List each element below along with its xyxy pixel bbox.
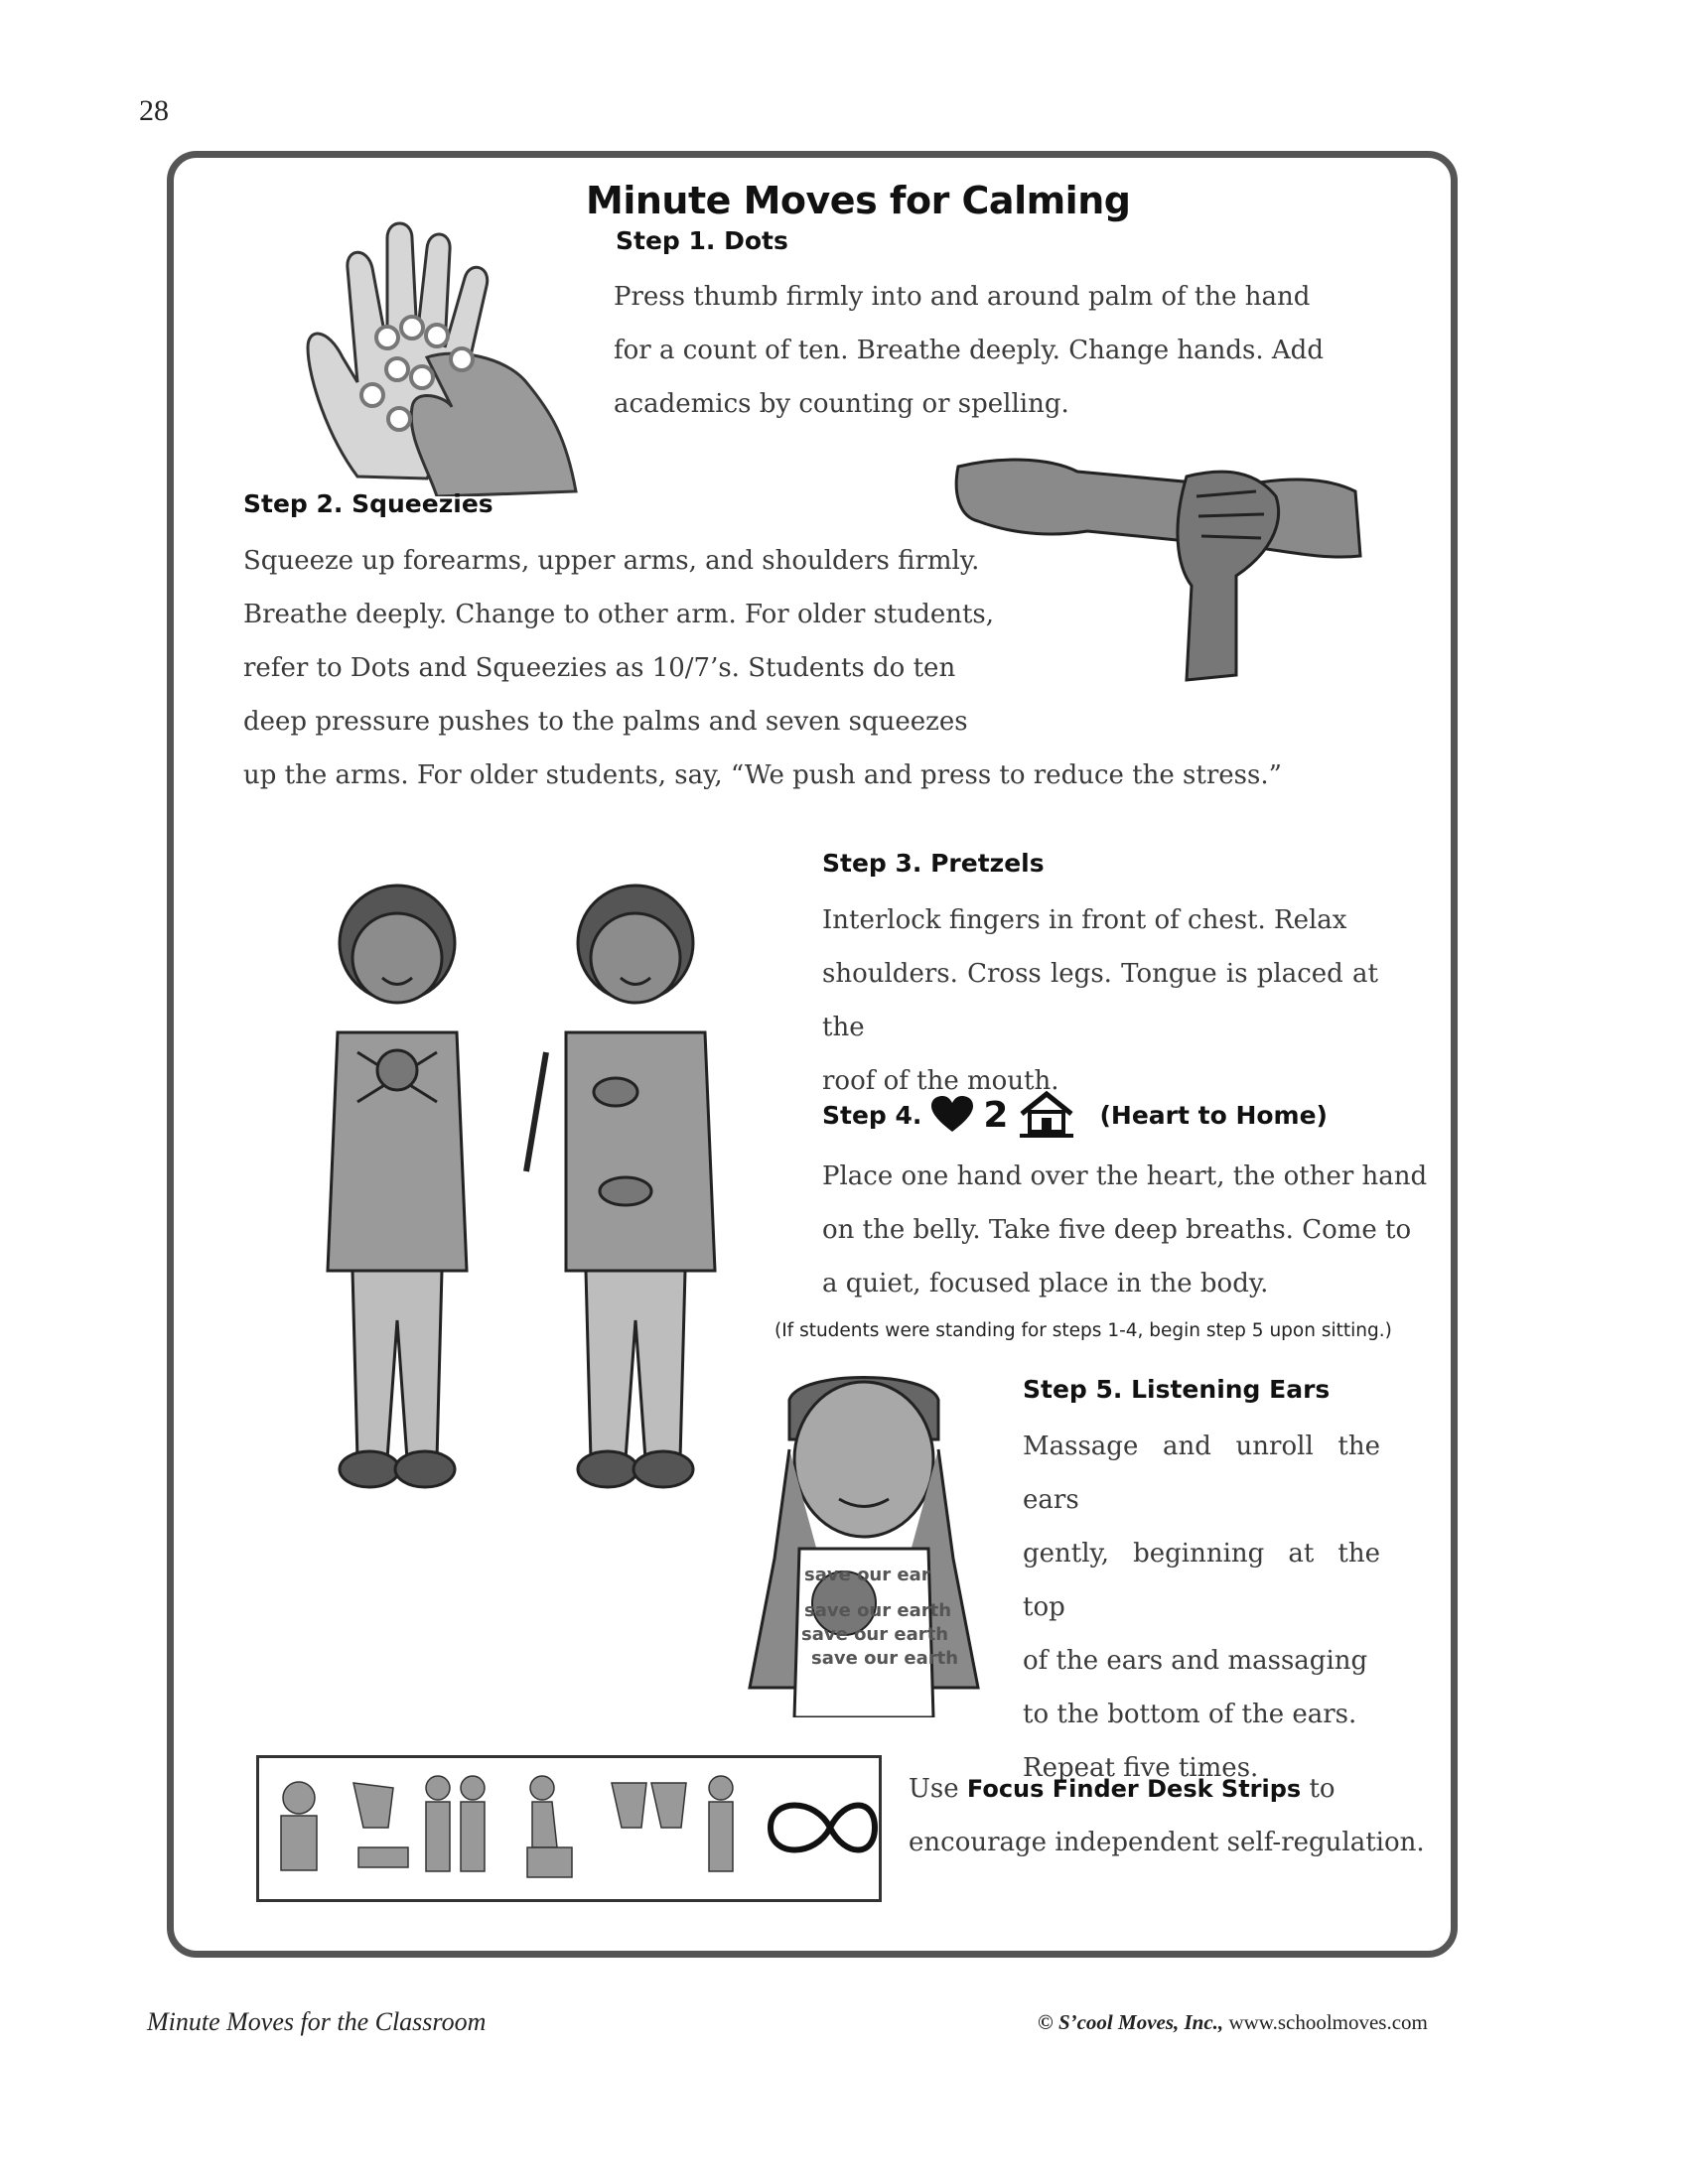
home-icon xyxy=(1018,1090,1075,1140)
girls-pretzel-heart-illustration xyxy=(298,854,745,1509)
focus-finder-desk-strip-image xyxy=(256,1755,882,1902)
step3-line-3: roof of the mouth. xyxy=(822,1066,1059,1096)
step2-text xyxy=(243,534,1415,802)
promo-prefix: Use xyxy=(909,1774,967,1804)
shirt-text-4: save our earth xyxy=(811,1648,959,1669)
step1-heading: Step 1. Dots xyxy=(616,226,788,255)
step5-line-3: of the ears and massaging xyxy=(1023,1646,1368,1676)
step1-text xyxy=(614,270,1324,431)
step1-line-3: academics by counting or spelling. xyxy=(614,389,1069,419)
footer-url: www.schoolmoves.com xyxy=(1223,2010,1428,2034)
step3-heading: Step 3. Pretzels xyxy=(822,849,1045,878)
step5-line-5: Repeat five times. xyxy=(1023,1753,1259,1783)
hand-dots-illustration xyxy=(288,208,596,496)
step5-text xyxy=(1023,1420,1380,1795)
step4-line-2: on the belly. Take five deep breaths. Come to xyxy=(822,1215,1412,1245)
step5-line-1: Massage and unroll the ears xyxy=(1023,1432,1380,1515)
step5-line-4: to the bottom of the ears. xyxy=(1023,1700,1357,1729)
step3-line-1: Interlock fingers in front of chest. Relax xyxy=(822,905,1347,935)
shirt-text-3: save our earth xyxy=(801,1624,949,1645)
step2-heading: Step 2. Squeezies xyxy=(243,489,493,518)
step2-line-4: deep pressure pushes to the palms and seven squeezes xyxy=(243,707,968,737)
promo-product: Focus Finder Desk Strips xyxy=(966,1775,1302,1803)
desk-strip-figures xyxy=(259,1758,879,1899)
step4-line-3: a quiet, focused place in the body. xyxy=(822,1269,1269,1298)
step4-number: 2 xyxy=(983,1094,1009,1136)
step2-line-5: up the arms. For older students, say, “We push and press to reduce the stress.” xyxy=(243,760,1282,790)
promo-line-2: encourage independent self-regulation. xyxy=(909,1828,1425,1857)
heart-icon xyxy=(931,1096,973,1134)
page-number: 28 xyxy=(139,94,169,127)
footer-book-title: Minute Moves for the Classroom xyxy=(147,2007,487,2036)
step4-subtitle: (Heart to Home) xyxy=(1099,1100,1328,1130)
footer-company: © S’cool Moves, Inc., xyxy=(1038,2010,1224,2034)
promo-text xyxy=(909,1762,1425,1869)
sitting-note: (If students were standing for steps 1-4, begin step 5 upon sitting.) xyxy=(774,1320,1392,1341)
step1-line-2: for a count of ten. Breathe deeply. Change hands. Add xyxy=(614,336,1324,365)
step2-line-3: refer to Dots and Squeezies as 10/7’s. Students do ten xyxy=(243,653,956,683)
step4-heading: Step 4. xyxy=(822,1100,922,1130)
step4-line-1: Place one hand over the heart, the other hand xyxy=(822,1161,1428,1191)
footer-copyright xyxy=(1038,2010,1428,2035)
step1-line-1: Press thumb firmly into and around palm of the hand xyxy=(614,282,1311,312)
page-title: Minute Moves for Calming xyxy=(586,179,1131,222)
boy-listening-ears-illustration xyxy=(730,1360,998,1717)
step5-heading: Step 5. Listening Ears xyxy=(1023,1375,1331,1404)
step4-title-row xyxy=(822,1090,1328,1140)
promo-line-1 xyxy=(909,1762,1425,1816)
step5-line-2: gently, beginning at the top xyxy=(1023,1539,1380,1622)
step3-text xyxy=(822,893,1378,1108)
step3-line-2: shoulders. Cross legs. Tongue is placed at the xyxy=(822,959,1378,1042)
step4-text xyxy=(822,1150,1427,1310)
shirt-text-2: save our earth xyxy=(804,1600,952,1621)
shirt-text-1: save our ear xyxy=(804,1565,930,1585)
step2-line-1: Squeeze up forearms, upper arms, and shoulders firmly. xyxy=(243,546,980,576)
promo-suffix: to xyxy=(1301,1774,1336,1804)
step2-line-2: Breathe deeply. Change to other arm. For older students, xyxy=(243,600,995,629)
